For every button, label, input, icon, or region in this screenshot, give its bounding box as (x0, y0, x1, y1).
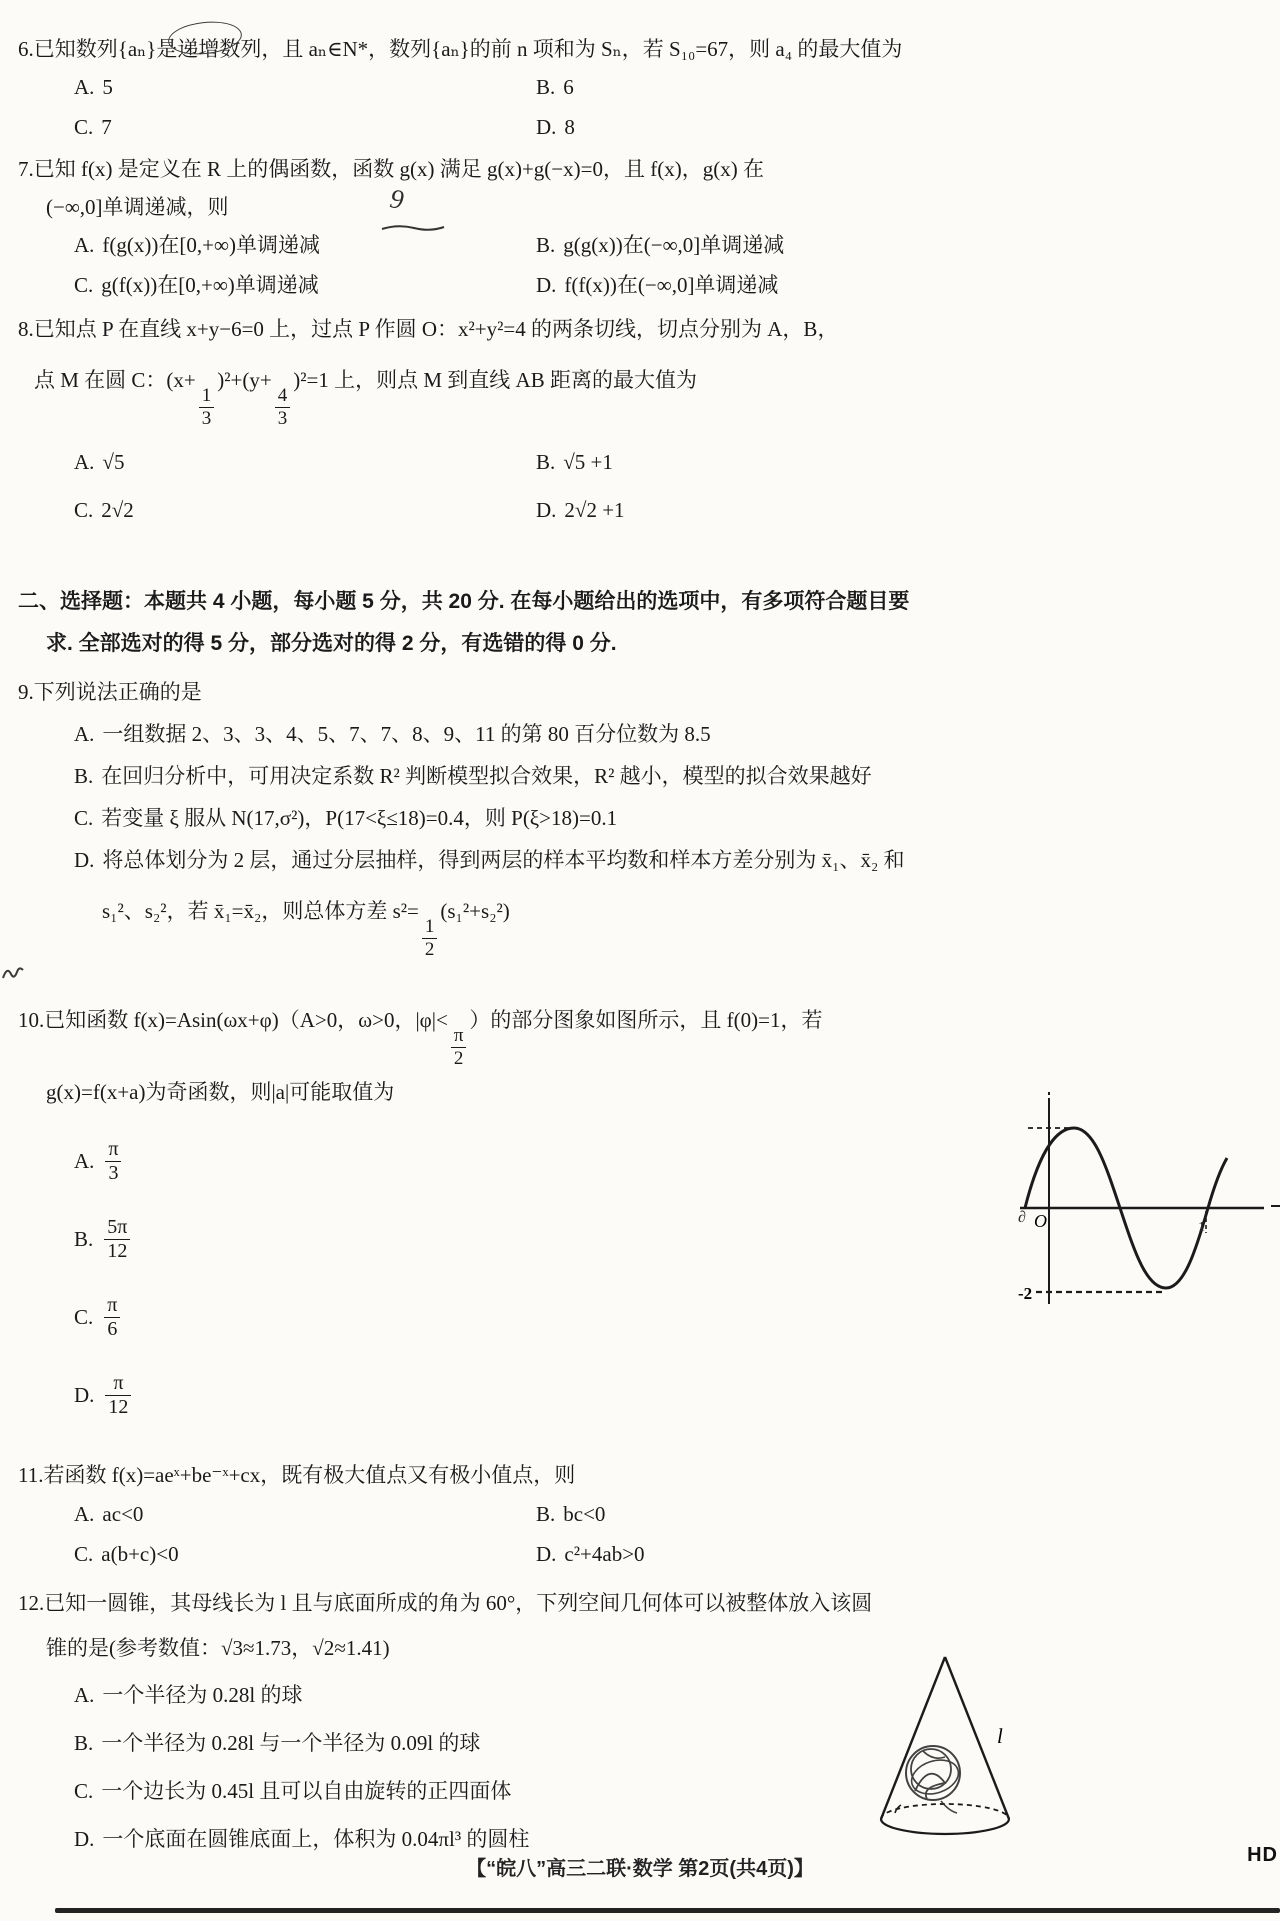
question-9-stem: 9.下列说法正确的是 (18, 679, 202, 704)
numerator: 5π (107, 1216, 128, 1239)
option-text: g(g(x))在(−∞,0]单调递减 (563, 233, 785, 257)
option-label: A. (74, 449, 95, 474)
option-text: 在回归分析中，可用决定系数 R² 判断模型拟合效果，R² 越小，模型的拟合效果越好 (101, 763, 872, 788)
option-a (74, 226, 536, 264)
denominator: 3 (199, 407, 215, 429)
numerator: π (108, 1138, 119, 1161)
option-label: D. (536, 273, 557, 297)
math-text: )²+(y+ (217, 368, 272, 392)
numerator: 4 (277, 385, 288, 406)
question-8-stem-line2 (18, 348, 1266, 429)
denominator: 3 (105, 1161, 121, 1184)
fraction (275, 386, 291, 429)
option-label: A. (74, 75, 95, 99)
option-label: B. (536, 449, 556, 474)
option-c (74, 266, 536, 304)
scan-artifact-bar (55, 1908, 1280, 1913)
question-11-stem: 11.若函数 f(x)=aeˣ+be⁻ˣ+cx，既有极大值点又有极小值点，则 (18, 1462, 576, 1487)
question-12-stem-line1: 12.已知一圆锥，其母线长为 l 且与底面所成的角为 60°，下列空间几何体可以被整体放入该圆 (18, 1590, 873, 1615)
option-a (18, 713, 1266, 755)
option-label: D. (74, 1826, 95, 1851)
option-label: D. (536, 497, 557, 522)
option-label: B. (536, 1501, 556, 1526)
handwriting-underline (378, 220, 448, 234)
denominator: 12 (105, 1395, 131, 1418)
option-label: D. (74, 1383, 95, 1408)
fraction (422, 917, 438, 960)
option-label: B. (74, 1730, 94, 1755)
option-label: D. (74, 847, 95, 872)
option-text: 若变量 ξ 服从 N(17,σ²)，P(17<ξ≤18)=0.4，则 P(ξ>18)=0.1 (101, 805, 618, 830)
fraction (104, 1217, 130, 1262)
section-2-line1: 二、选择题：本题共 4 小题，每小题 5 分，共 20 分. 在每小题给出的选项中，有多项符合题目要 (18, 589, 910, 613)
handwriting-digit: 9 (388, 183, 406, 215)
option-d (536, 491, 1266, 529)
option-b (536, 1495, 1266, 1533)
option-label: A. (74, 721, 95, 746)
numerator: π (107, 1294, 118, 1317)
option-label: D. (536, 115, 557, 139)
question-6-options (18, 68, 1266, 146)
numerator: π (453, 1024, 464, 1046)
option-b (18, 1719, 1266, 1767)
option-text: √5 +1 (563, 449, 613, 474)
margin-handwriting-mark (0, 960, 26, 986)
option-text: ac<0 (102, 1501, 144, 1526)
option-d (536, 1535, 1266, 1573)
question-11 (18, 1455, 1266, 1573)
option-a (74, 1495, 536, 1533)
fraction (104, 1295, 120, 1340)
fraction (105, 1373, 131, 1418)
option-text: f(f(x))在(−∞,0]单调递减 (564, 273, 779, 297)
question-8-stem-line1: 8.已知点 P 在直线 x+y−6=0 上，过点 P 作圆 O：x²+y²=4 的两条切线，切点分别为 A，B， (18, 317, 839, 341)
option-label: A. (74, 1149, 95, 1174)
option-c (74, 491, 536, 529)
math-text: )²=1 上，则点 M 到直线 AB 距离的最大值为 (293, 368, 697, 392)
option-label: A. (74, 233, 95, 257)
slant-length-label: l (997, 1723, 1003, 1748)
option-label: C. (74, 1541, 94, 1566)
option-text: 7 (101, 115, 112, 139)
question-7-options (18, 226, 1266, 304)
option-label: B. (536, 233, 556, 257)
fraction (105, 1139, 121, 1184)
option-text: f(g(x))在[0,+∞)单调递减 (102, 233, 320, 257)
option-c (74, 108, 536, 146)
question-7-stem-line2: (−∞,0]单调递减，则 (46, 195, 229, 219)
fraction (451, 1026, 467, 1069)
option-text: g(f(x))在[0,+∞)单调递减 (101, 273, 319, 297)
question-6 (18, 30, 1266, 146)
option-label: C. (74, 805, 94, 830)
fraction (199, 386, 215, 429)
option-b (18, 755, 1266, 797)
question-7 (18, 150, 1266, 304)
option-b (536, 443, 1266, 481)
question-10-stem-line2: g(x)=f(x+a)为奇函数，则|a|可能取值为 (46, 1079, 395, 1104)
section-2-line2: 求. 全部选对的得 5 分，部分选对的得 2 分，有选错的得 0 分. (46, 631, 617, 655)
math-text: (s₁²+s₂²) (440, 898, 510, 923)
option-text: 2√2 +1 (564, 497, 625, 522)
math-text: 点 M 在圆 C：(x+ (34, 368, 196, 392)
option-label: C. (74, 115, 94, 139)
math-text: s₁²、s₂²，若 x̄₁=x̄₂，则总体方差 s²= (102, 898, 419, 923)
option-text: 一个半径为 0.28l 的球 (102, 1682, 303, 1707)
option-text: 8 (564, 115, 575, 139)
option-label: A. (74, 1682, 95, 1707)
option-c (18, 797, 1266, 839)
stray-handwriting-mark: ∂ (1018, 1208, 1026, 1226)
denominator: 2 (422, 938, 438, 960)
option-d (536, 108, 1266, 146)
option-label: B. (74, 763, 94, 788)
question-8-options (18, 443, 1266, 529)
option-label: C. (74, 1778, 94, 1803)
option-text: 一个底面在圆锥底面上，体积为 0.04πl³ 的圆柱 (102, 1826, 530, 1851)
numerator: π (113, 1372, 124, 1395)
question-10-stem-line1 (18, 994, 1266, 1069)
question-10 (18, 994, 1266, 1429)
option-text: c²+4ab>0 (564, 1541, 645, 1566)
denominator: 3 (275, 407, 291, 429)
option-b (536, 68, 1266, 106)
denominator: 12 (104, 1239, 130, 1262)
option-text: 将总体划分为 2 层，通过分层抽样，得到两层的样本平均数和样本方差分别为 x̄₁、x̄₂ 和 (102, 847, 905, 872)
x-tick-label: 1 (1198, 1219, 1205, 1235)
option-label: C. (74, 273, 94, 297)
cone-drawing (871, 1651, 1023, 1856)
denominator: 2 (451, 1047, 467, 1069)
option-text: 6 (563, 75, 574, 99)
sine-graph (1016, 1090, 1280, 1312)
option-text: √5 (102, 449, 125, 474)
question-9 (18, 671, 1266, 960)
question-12 (18, 1581, 1266, 1863)
option-text: bc<0 (563, 1501, 606, 1526)
option-a (18, 1671, 1266, 1719)
section-2-header (18, 581, 1266, 665)
option-c (18, 1767, 1266, 1815)
option-text: a(b+c)<0 (101, 1541, 179, 1566)
question-7-stem-line1: 7.已知 f(x) 是定义在 R 上的偶函数，函数 g(x) 满足 g(x)+g(−x)=0，且 f(x)，g(x) 在 (18, 157, 764, 181)
option-a (74, 68, 536, 106)
question-6-stem: 6.已知数列{aₙ}是递增数列，且 aₙ∈N*，数列{aₙ}的前 n 项和为 Sₙ，若 S₁₀=67，则 a₄ 的最大值为 (18, 37, 903, 61)
option-text: 一组数据 2、3、3、4、5、7、7、8、9、11 的第 80 百分位数为 8.5 (102, 721, 711, 746)
option-text: 5 (102, 75, 113, 99)
option-d-line1 (18, 839, 1266, 881)
q10-sine-graph-figure (1016, 1090, 1280, 1312)
math-text: 10.已知函数 f(x)=Asin(ωx+φ)（A>0，ω>0，|φ|< (18, 1007, 448, 1032)
option-d (18, 1363, 1266, 1429)
option-d-line2 (18, 881, 1266, 960)
option-label: C. (74, 1305, 94, 1330)
option-label: C. (74, 497, 94, 522)
y-min-label: -2 (1018, 1283, 1033, 1303)
numerator: 1 (201, 385, 212, 406)
option-label: D. (536, 1541, 557, 1566)
q12-cone-figure (871, 1651, 1023, 1856)
option-d (536, 266, 1266, 304)
option-label: B. (536, 75, 556, 99)
question-12-stem-line2: 锥的是(参考数值：√3≈1.73，√2≈1.41) (46, 1635, 390, 1660)
numerator: 1 (424, 915, 435, 937)
page-footer: 【“皖八”高三二联·数学 第2页(共4页)】 (466, 1858, 814, 1880)
footer-corner-mark: HD (1247, 1844, 1278, 1866)
option-a (74, 443, 536, 481)
question-8 (18, 310, 1266, 529)
origin-label: O (1034, 1210, 1047, 1231)
option-label: A. (74, 1501, 95, 1526)
denominator: 6 (104, 1317, 120, 1340)
option-text: 一个半径为 0.28l 与一个半径为 0.09l 的球 (101, 1730, 481, 1755)
math-text: ）的部分图象如图所示，且 f(0)=1，若 (469, 1007, 823, 1032)
option-label: B. (74, 1227, 94, 1252)
option-c (74, 1535, 536, 1573)
option-text: 一个边长为 0.45l 且可以自由旋转的正四面体 (101, 1778, 512, 1803)
question-11-options (18, 1495, 1266, 1573)
option-b (536, 226, 1266, 264)
option-text: 2√2 (101, 497, 134, 522)
